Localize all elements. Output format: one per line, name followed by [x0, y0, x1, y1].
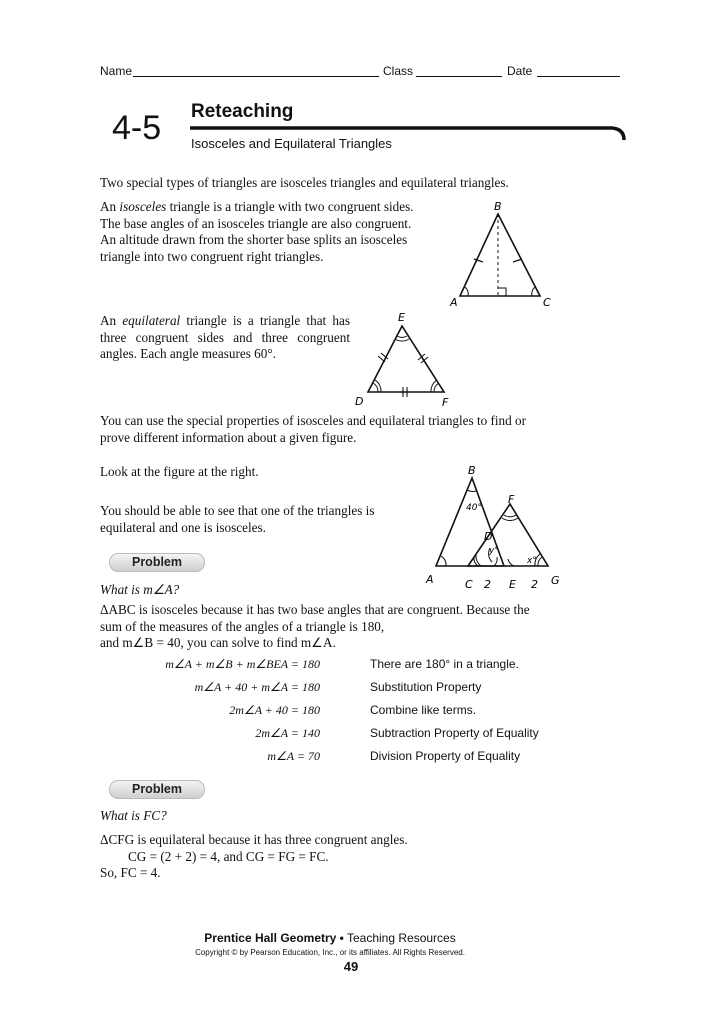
label-c: C [543, 296, 551, 309]
combined-triangles-figure [420, 462, 565, 592]
label-d: D [355, 395, 364, 408]
step-1-reason: There are 180° in a triangle. [370, 657, 519, 671]
label-e3: E [509, 578, 516, 591]
step-4-equation: 2m∠A = 140 [255, 726, 320, 740]
isosceles-triangle-figure [440, 198, 570, 312]
lesson-kind: Reteaching [191, 101, 294, 122]
date-field-line [537, 76, 620, 77]
label-f: F [442, 396, 449, 409]
step-3-reason: Combine like terms. [370, 703, 477, 717]
step-5-reason: Division Property of Equality [370, 749, 521, 763]
angle-x: x° [527, 556, 537, 566]
step-4-reason: Subtraction Property of Equality [370, 726, 539, 740]
label-f3: F [508, 493, 515, 506]
class-label: Class [383, 64, 414, 78]
label-g3: G [551, 574, 560, 587]
use-paragraph: You can use the special properties of isosceles and equilateral triangles to find or prove different information about a given figure. [100, 413, 527, 445]
look-text: Look at the figure at the right. [100, 464, 259, 479]
step-5-equation: m∠A = 70 [267, 749, 320, 763]
segment-ce-length: 2 [484, 578, 491, 591]
problem2-question: What is FC? [100, 808, 167, 823]
label-a: A [450, 296, 458, 309]
label-e: E [398, 311, 405, 324]
footer-book: Prentice Hall Geometry • Teaching Resources [204, 931, 456, 945]
equilateral-term: equilateral [122, 313, 181, 328]
class-field-line [416, 76, 502, 77]
date-label: Date [507, 64, 533, 78]
problem1-solution: ΔABC is isosceles because it has two base angles that are congruent. Because the sum of the measures of the angles of a triangle is 180, and m∠B = 40, you can solve to find m∠A. [100, 602, 530, 650]
step-1-equation: m∠A + m∠B + m∠BEA = 180 [165, 657, 320, 671]
equilateral-paragraph: An equilateral triangle is a triangle that has three congruent sides and three congruent angles. Each angle measures 60°. [100, 313, 350, 361]
segment-eg-length: 2 [531, 578, 538, 591]
intro-text: Two special types of triangles are isosceles triangles and equilateral triangles. [100, 175, 509, 190]
angle-y: y° [489, 546, 499, 556]
label-b3: B [468, 464, 476, 477]
label-c3: C [465, 578, 473, 591]
step-2-equation: m∠A + 40 + m∠A = 180 [194, 680, 320, 694]
isosceles-paragraph: An isosceles triangle is a triangle with two congruent sides. The base angles of an isosceles triangle are also congruent. An altitude drawn from the shorter base splits an isosceles triangle into two congruent right triangles. [100, 199, 414, 264]
name-field-line [133, 76, 379, 77]
problem-badge-1: Problem [109, 553, 205, 572]
see-paragraph: You should be able to see that one of the triangles is equilateral and one is isosceles. [100, 503, 375, 535]
step-2-reason: Substitution Property [370, 680, 482, 694]
name-label: Name [100, 64, 133, 78]
problem1-question: What is m∠A? [100, 582, 180, 597]
problem2-solution: ΔCFG is equilateral because it has three congruent angles. CG = (2 + 2) = 4, and CG = FG = FC. So, FC = 4. [100, 832, 408, 880]
lesson-number: 4-5 [112, 109, 162, 147]
label-b: B [494, 200, 502, 213]
step-3-equation: 2m∠A + 40 = 180 [229, 703, 320, 717]
angle-b-40: 40° [466, 503, 482, 513]
label-d3: D [484, 530, 493, 543]
problem-badge-2: Problem [109, 780, 205, 799]
footer-copyright: Copyright © by Pearson Education, Inc., or its affiliates. All Rights Reserved. [195, 948, 465, 957]
isosceles-term: isosceles [119, 199, 167, 214]
equilateral-triangle-figure [350, 308, 465, 410]
label-a3: A [426, 573, 434, 586]
page-number: 49 [343, 959, 359, 974]
lesson-title: Isosceles and Equilateral Triangles [191, 136, 392, 151]
